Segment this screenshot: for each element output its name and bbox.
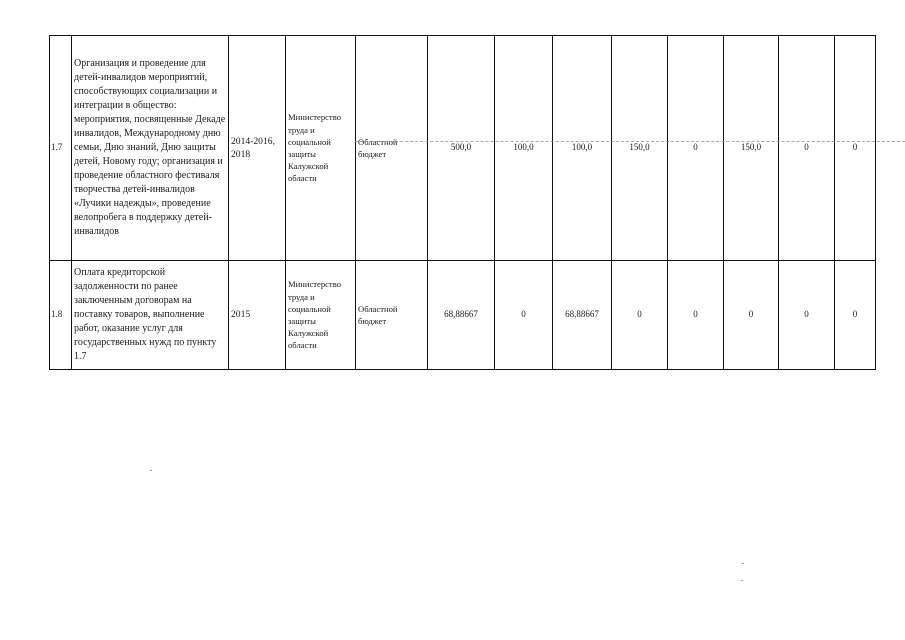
amount-cell: 0 (495, 261, 553, 370)
amount-cell: 68,88667 (553, 261, 612, 370)
amount-cell: 100,0 (553, 36, 612, 261)
total-amount-cell: 500,0 (428, 36, 495, 261)
scan-speck (741, 580, 743, 581)
total-amount-cell: 68,88667 (428, 261, 495, 370)
funding-source-cell: Областной бюджет (356, 261, 428, 370)
measure-name-cell: Организация и проведение для детей-инвалидов мероприятий, способствующих социализации и интеграции в общество: мероприятия, посвященные Декаде инвалидов, Международному дню семьи, Дню знаний, Дню защиты детей, Новому году; организация и проведение областного фестиваля творчества детей-инвалидов «Лучики надежды», проведение велопробега в поддержку детей-инвалидов (72, 36, 229, 261)
period-cell: 2015 (229, 261, 286, 370)
period-cell: 2014-2016, 2018 (229, 36, 286, 261)
measure-name-cell: Оплата кредиторской задолженности по ранее заключенным договорам на поставку товаров, выполнение работ, оказание услуг для государственных нужд по пункту 1.7 (72, 261, 229, 370)
program-measures-table (49, 35, 876, 370)
amount-cell: 150,0 (612, 36, 668, 261)
row-number-cell: 1.7 (50, 36, 72, 261)
amount-cell: 150,0 (724, 36, 779, 261)
amount-cell: 0 (668, 36, 724, 261)
table-row (50, 261, 876, 370)
funding-source-cell: Областной бюджет (356, 36, 428, 261)
amount-cell: 0 (668, 261, 724, 370)
amount-cell: 0 (779, 36, 835, 261)
amount-cell: 0 (724, 261, 779, 370)
table-row (50, 36, 876, 261)
row-number-cell: 1.8 (50, 261, 72, 370)
amount-cell: 0 (835, 261, 876, 370)
amount-cell: 0 (612, 261, 668, 370)
amount-cell: 0 (779, 261, 835, 370)
scan-artifact-line (355, 141, 905, 142)
scan-speck (150, 470, 152, 471)
amount-cell: 100,0 (495, 36, 553, 261)
amount-cell: 0 (835, 36, 876, 261)
executor-cell: Министерство труда и социальной защиты Калужской области (286, 36, 356, 261)
scan-speck (742, 563, 744, 564)
executor-cell: Министерство труда и социальной защиты Калужской области (286, 261, 356, 370)
